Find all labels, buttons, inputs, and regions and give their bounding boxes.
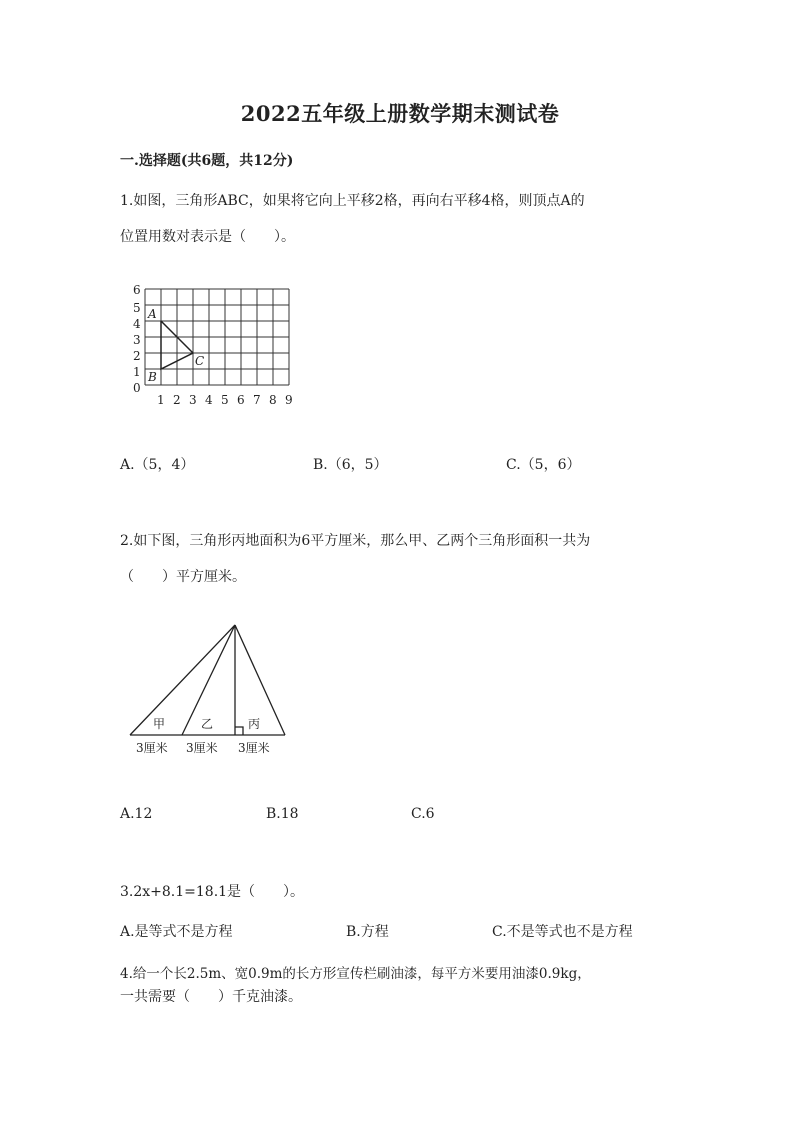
y-tick-label: 4	[133, 317, 141, 331]
right-angle-mark	[235, 727, 243, 735]
question-2-line-1: 2.如下图，三角形丙地面积为6平方厘米，那么甲、乙两个三角形面积一共为	[120, 533, 591, 549]
section-heading: 一.选择题(共6题，共12分)	[120, 153, 294, 169]
x-tick-label: 1	[157, 393, 165, 407]
question-1-line-1: 1.如图，三角形ABC，如果将它向上平移2格，再向右平移4格，则顶点A的	[120, 193, 585, 209]
page-title: 2022五年级上册数学期末测试卷	[240, 101, 560, 126]
triangle-figure	[125, 615, 295, 760]
y-tick-label: 3	[133, 333, 141, 347]
y-tick-label: 2	[133, 349, 141, 363]
x-tick-label: 4	[205, 393, 213, 407]
point-c-label: C	[195, 354, 205, 368]
x-tick-label: 3	[189, 393, 197, 407]
question-2-option-b[interactable]: B.18	[266, 806, 299, 822]
question-4-line-1: 4.给一个长2.5m、宽0.9m的长方形宣传栏刷油漆，每平方米要用油漆0.9kg，	[120, 966, 591, 982]
y-tick-label: 0	[133, 381, 141, 395]
x-tick-label: 8	[269, 393, 277, 407]
x-tick-label: 9	[285, 393, 293, 407]
question-2-line-2: （ ）平方厘米。	[120, 569, 246, 585]
question-3-option-a[interactable]: A.是等式不是方程	[120, 924, 233, 940]
point-a-label: A	[148, 307, 157, 321]
question-2-option-c[interactable]: C.6	[411, 806, 435, 822]
region-yi-label: 乙	[201, 717, 214, 731]
question-1-option-a[interactable]: A.（5，4）	[120, 457, 195, 473]
region-bing-label: 丙	[248, 717, 261, 731]
point-b-label: B	[148, 370, 157, 384]
question-1-line-2: 位置用数对表示是（ ）。	[120, 229, 295, 245]
coordinate-grid-figure	[125, 280, 310, 410]
x-tick-label: 2	[173, 393, 181, 407]
question-3-option-c[interactable]: C.不是等式也不是方程	[492, 924, 633, 940]
region-jia-label: 甲	[153, 717, 166, 731]
question-1-option-b[interactable]: B.（6，5）	[313, 457, 388, 473]
base-length-label: 3厘米	[238, 741, 270, 755]
y-tick-label: 1	[133, 365, 141, 379]
question-3-line-1: 3.2x+8.1=18.1是（ ）。	[120, 884, 305, 900]
x-tick-label: 7	[253, 393, 261, 407]
question-1-option-c[interactable]: C.（5，6）	[506, 457, 581, 473]
question-4-line-2: 一共需要（ ）千克油漆。	[120, 989, 302, 1005]
x-tick-label: 6	[237, 393, 245, 407]
y-tick-label: 5	[133, 301, 141, 315]
base-length-label: 3厘米	[186, 741, 218, 755]
base-length-label: 3厘米	[136, 741, 168, 755]
question-2-option-a[interactable]: A.12	[120, 806, 153, 822]
y-tick-label: 6	[133, 283, 141, 297]
grid-lines	[145, 289, 289, 385]
x-tick-label: 5	[221, 393, 229, 407]
question-3-option-b[interactable]: B.方程	[346, 924, 389, 940]
